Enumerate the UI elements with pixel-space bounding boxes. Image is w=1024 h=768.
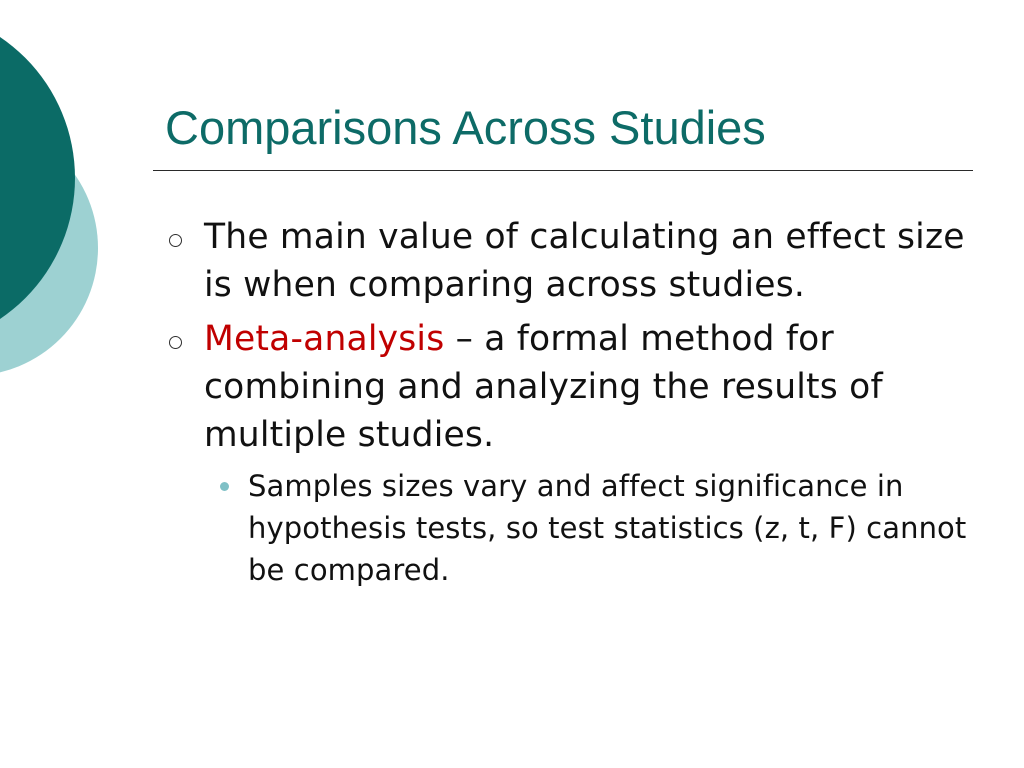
filled-dot-bullet-icon — [220, 482, 229, 491]
bullet-item — [160, 213, 980, 309]
slide-body — [160, 213, 980, 591]
bullet-item — [160, 315, 980, 459]
sub-bullet-item — [160, 465, 980, 591]
slide-title: Comparisons Across Studies — [165, 101, 766, 154]
bullet-text: – a formal method for combining and analyzing the results of multiple studies. — [204, 319, 883, 455]
title-divider — [153, 170, 973, 171]
bullet-accent-term: Meta-analysis — [204, 319, 445, 359]
hollow-circle-bullet-icon — [169, 336, 182, 349]
bullet-text: The main value of calculating an effect size is when comparing across studies. — [204, 217, 965, 305]
hollow-circle-bullet-icon — [169, 234, 182, 247]
decorative-circles — [0, 0, 110, 410]
sub-bullet-text: Samples sizes vary and affect significance in hypothesis tests, so test statistics (z, t, F) cannot be compared. — [248, 469, 967, 587]
